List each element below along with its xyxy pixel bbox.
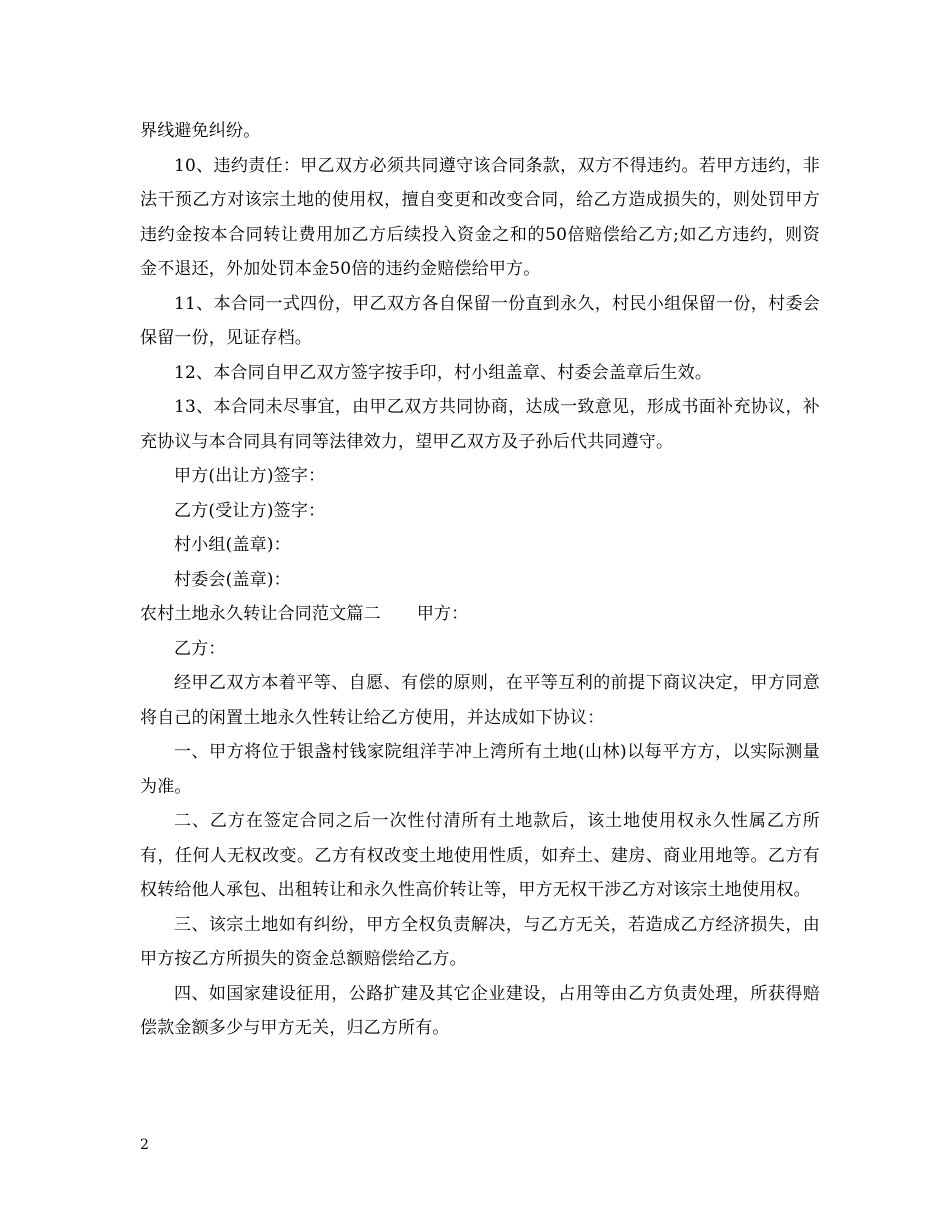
paragraph: 二、乙方在签定合同之后一次性付清所有土地款后，该土地使用权永久性属乙方所有，任何人无权改变。乙方有权改变土地使用性质，如弃土、建房、商业用地等。乙方有权转给他人承包、出租转让和永久性高价转让等，甲方无权干涉乙方对该宗土地使用权。: [140, 811, 820, 900]
section-heading: [140, 597, 820, 632]
paragraph: 三、该宗土地如有纠纷，甲方全权负责解决，与乙方无关，若造成乙方经济损失，由甲方按乙方所损失的资金总额赔偿给乙方。: [140, 914, 820, 969]
signature-line-party-a: 甲方(出让方)签字：: [174, 466, 326, 486]
signature-line-party-b: 乙方(受让方)签字：: [174, 500, 326, 521]
paragraph: 四、如国家建设征用，公路扩建及其它企业建设，占用等由乙方负责处理，所获得赔偿款金额多少与甲方无关，归乙方所有。: [140, 983, 820, 1038]
document-body: [140, 114, 820, 1046]
paragraph: 经甲乙双方本着平等、自愿、有偿的原则，在平等互利的前提下商议决定，甲方同意将自己的闲置土地永久性转让给乙方使用，并达成如下协议：: [140, 673, 820, 728]
seal-line-village-committee: 村委会(盖章)：: [174, 569, 291, 590]
paragraph: 10、违约责任：甲乙双方必须共同遵守该合同条款，双方不得违约。若甲方违约，非法干预乙方对该宗土地的使用权，擅自变更和改变合同，给乙方造成损失的，则处罚甲方违约金按本合同转让费用加乙方后续投入资金之和的50倍赔偿给乙方;如乙方违约，则资金不退还，外加处罚本金50倍的违约金赔偿给甲方。: [140, 155, 820, 279]
party-b-label: 乙方：: [174, 638, 226, 659]
page-number: 2: [140, 1137, 149, 1153]
paragraph: 一、甲方将位于银盏村钱家院组洋芋冲上湾所有土地(山林)以每平方方，以实际测量为准。: [140, 742, 820, 797]
paragraph: 11、本合同一式四份，甲乙双方各自保留一份直到永久，村民小组保留一份，村委会保留一份，见证存档。: [140, 293, 820, 348]
paragraph: 12、本合同自甲乙双方签字按手印，村小组盖章、村委会盖章后生效。: [174, 362, 713, 383]
seal-line-village-group: 村小组(盖章)：: [174, 535, 291, 555]
section-title: 农村土地永久转让合同范文篇二: [140, 604, 381, 624]
party-a-label: 甲方：: [416, 604, 469, 624]
paragraph: 界线避免纠纷。: [140, 121, 261, 141]
paragraph: 13、本合同未尽事宜，由甲乙双方共同协商，达成一致意见，形成书面补充协议，补充协议与本合同具有同等法律效力，望甲乙双方及子孙后代共同遵守。: [140, 397, 820, 452]
